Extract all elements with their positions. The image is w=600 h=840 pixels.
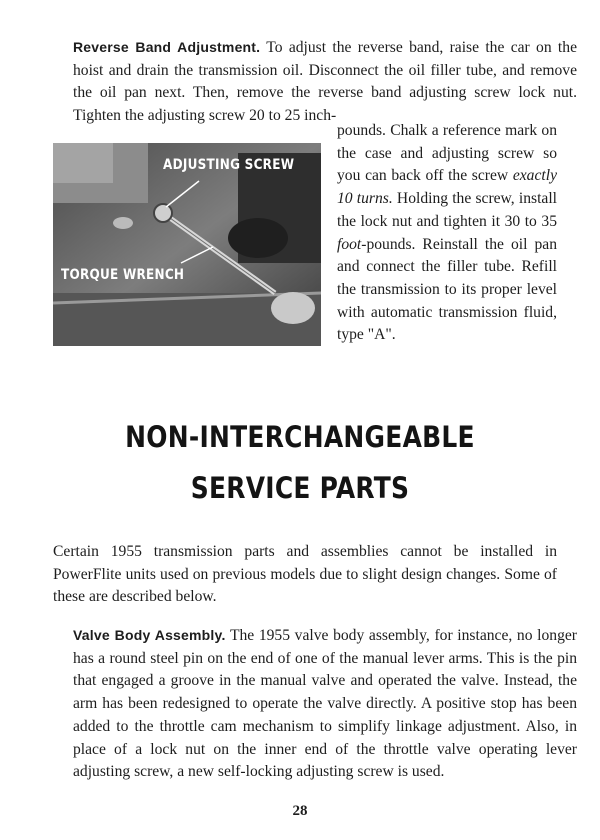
adjusting-screw-label: ADJUSTING SCREW xyxy=(163,157,295,173)
reverse-band-wrap-1: pounds. Chalk a reference mark on the case and adjusting screw so you can back off the screw xyxy=(337,122,557,185)
torque-wrench-label: TORQUE WRENCH xyxy=(61,267,185,283)
reverse-band-wrap-text xyxy=(337,120,557,347)
valve-body-text: The 1955 valve body assembly, for instance, no longer has a round steel pin on the end of one of the manual lever arms. This is the pin that engaged a groove in the manual valve and operated the valve. Instead, the arm has been redesigned to operate the valve directly. A positive stop has been added to the throttle cam mechanism to simplify linkage adjustment. Also, in place of a lock nut on the inner end of the throttle valve operating lever adjusting screw, a new self-locking adjusting screw is used. xyxy=(73,627,577,781)
section-intro: Certain 1955 transmission parts and assemblies cannot be installed in PowerFlite units used on previous models due to slight design changes. Some of these are described below. xyxy=(53,543,557,606)
reverse-band-wrap-em2: foot xyxy=(337,235,362,253)
page-number: 28 xyxy=(292,803,308,819)
reverse-band-text: To adjust the reverse band, raise the car on the hoist and drain the transmission oil. Disconnect the oil filler tube, and remove the oil pan next. Then, remove the reverse band adjusting screw lock nut. Tighten the adjusting screw 20 to 25 inch- xyxy=(73,39,577,125)
valve-body-heading: Valve Body Assembly. xyxy=(73,627,226,643)
valve-body-paragraph xyxy=(53,624,577,784)
reverse-band-wrap-2: Holding the screw, install the lock nut and tighten it 30 to 35 xyxy=(337,190,557,230)
reverse-band-heading: Reverse Band Adjustment. xyxy=(73,39,261,55)
reverse-band-paragraph xyxy=(53,36,577,128)
photo-illustration xyxy=(53,143,321,346)
section-title-line1: NON-INTERCHANGEABLE xyxy=(125,420,475,454)
torque-wrench-photo xyxy=(53,143,321,346)
reverse-band-wrap-3: -pounds. Reinstall the oil pan and connect the filler tube. Refill the transmission to its proper level with automatic transmission fluid, type "A". xyxy=(337,235,557,344)
reverse-band-wrap-em1: exactly 10 turns. xyxy=(337,167,557,208)
section-title-line2: SERVICE PARTS xyxy=(190,471,410,505)
